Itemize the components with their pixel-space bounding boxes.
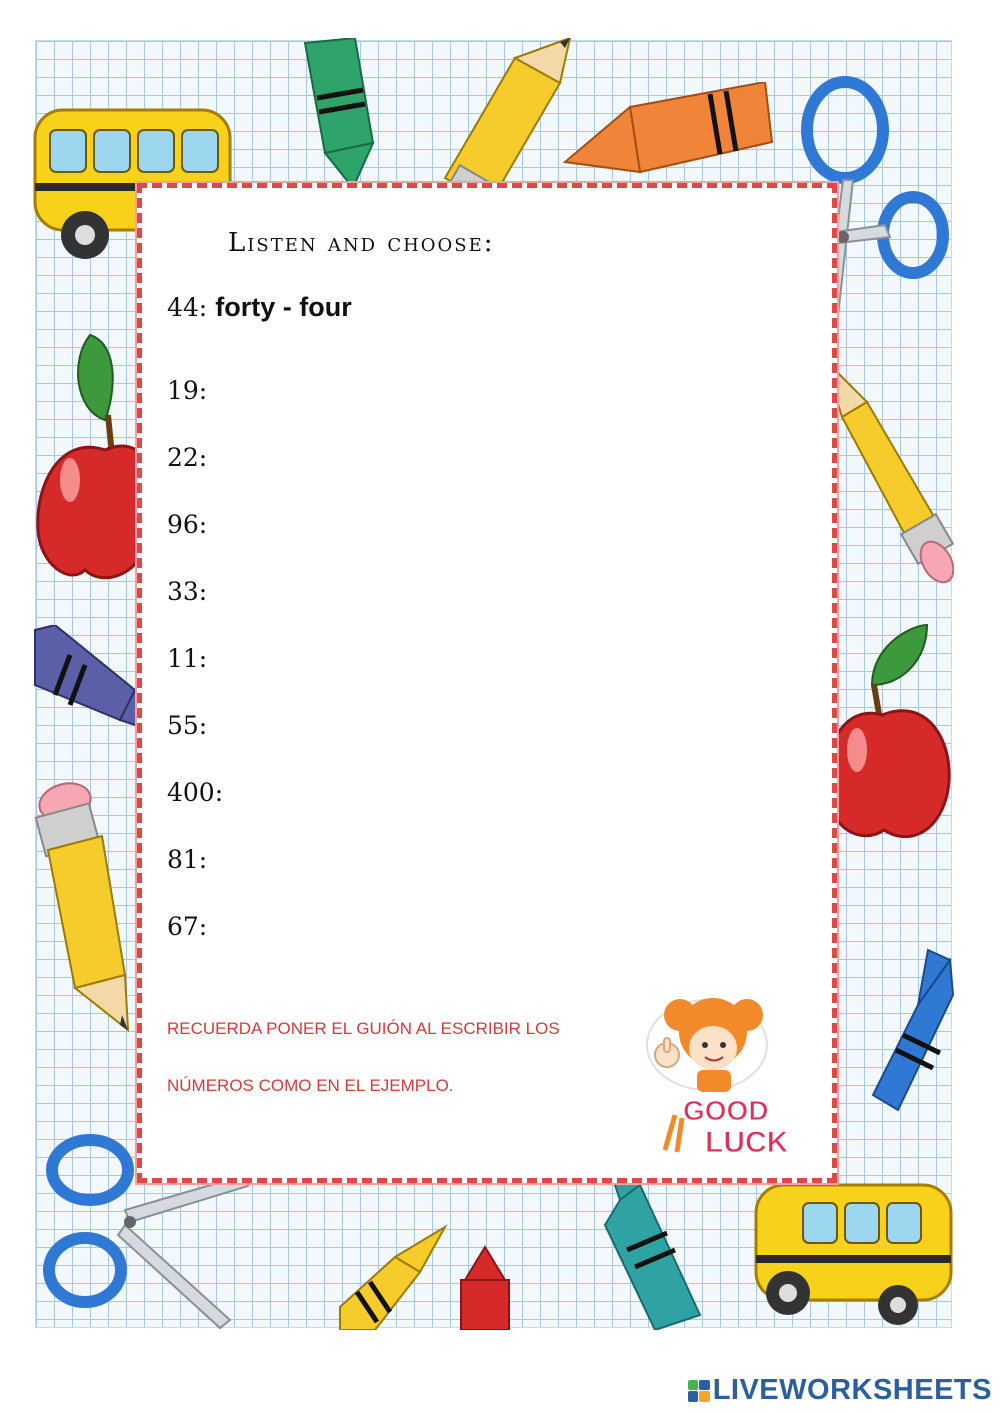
number-label: 96: bbox=[167, 510, 208, 539]
number-label: 67: bbox=[167, 912, 208, 941]
number-label: 55: bbox=[167, 711, 208, 740]
crayon-icon bbox=[335, 1222, 450, 1330]
number-label: 81: bbox=[167, 845, 208, 874]
number-row[interactable] bbox=[167, 442, 215, 473]
crayon-icon bbox=[295, 38, 385, 193]
number-label: 33: bbox=[167, 577, 208, 606]
number-row[interactable] bbox=[167, 844, 215, 875]
number-row[interactable] bbox=[167, 375, 215, 406]
brand-text: LIVEWORKSHEETS bbox=[712, 1374, 992, 1406]
reminder-line-1: RECUERDA PONER EL GUIÓN AL ESCRIBIR LOS bbox=[167, 1019, 560, 1038]
crayon-icon bbox=[595, 1165, 705, 1330]
answer-example: forty - four bbox=[215, 292, 352, 322]
pencil-icon bbox=[822, 362, 954, 587]
number-row[interactable] bbox=[167, 777, 231, 808]
school-bus-icon bbox=[748, 1175, 953, 1325]
pencil-icon bbox=[30, 780, 130, 1035]
girl-sticker-icon bbox=[635, 990, 810, 1165]
number-row[interactable] bbox=[167, 576, 215, 607]
number-row[interactable] bbox=[167, 911, 215, 942]
crayon-icon bbox=[868, 945, 956, 1115]
luck-text: LUCK bbox=[705, 1126, 789, 1159]
number-label: 400: bbox=[167, 778, 224, 807]
number-label: 22: bbox=[167, 443, 208, 472]
number-label: 19: bbox=[167, 376, 208, 405]
number-row[interactable] bbox=[167, 710, 215, 741]
worksheet-title: Listen and choose: bbox=[228, 228, 495, 258]
number-label: 44: bbox=[167, 293, 208, 322]
number-row[interactable] bbox=[167, 643, 215, 674]
number-label: 11: bbox=[167, 644, 208, 673]
number-row[interactable] bbox=[167, 509, 215, 540]
good-text: GOOD bbox=[683, 1095, 769, 1126]
number-row bbox=[167, 292, 352, 323]
crayon-icon bbox=[455, 1245, 515, 1330]
reminder-line-2: NÚMEROS COMO EN EL EJEMPLO. bbox=[167, 1076, 454, 1095]
liveworksheets-icon bbox=[688, 1380, 710, 1402]
apple-icon bbox=[822, 620, 954, 845]
liveworksheets-logo bbox=[688, 1374, 992, 1407]
